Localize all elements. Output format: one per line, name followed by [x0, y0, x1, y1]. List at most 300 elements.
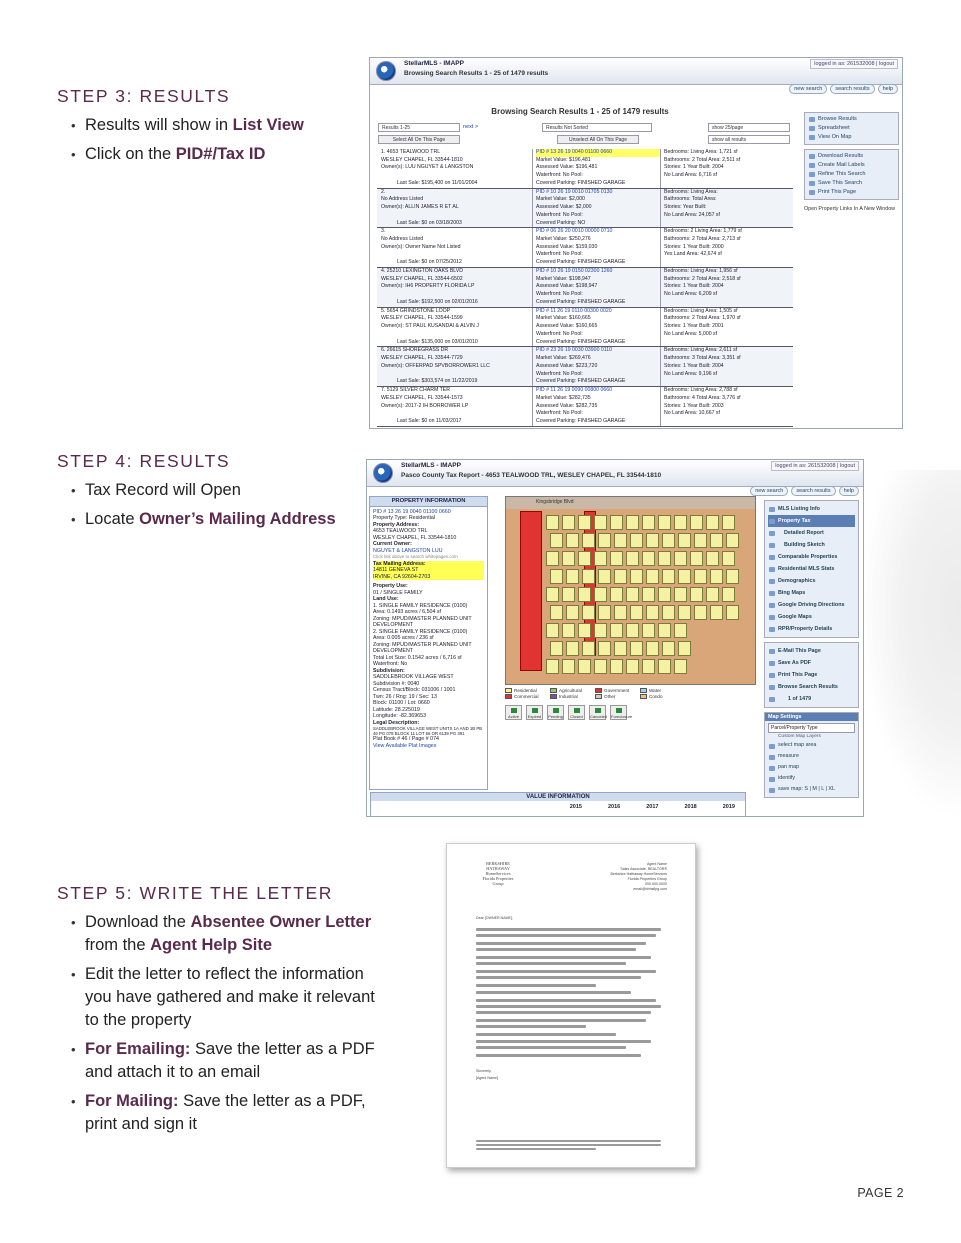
absentee-owner-letter-preview [446, 843, 696, 1168]
parcel-lot [690, 551, 703, 566]
page-number: PAGE 2 [857, 1186, 904, 1200]
text-line [476, 962, 626, 965]
spreadsheet-link[interactable]: Spreadsheet [808, 124, 895, 133]
parcel-lot [550, 533, 563, 548]
row-text: Owner(s): 2017-2 IH BORROWER LP [381, 402, 469, 409]
footer-line [476, 1144, 661, 1146]
parcel-lot [722, 515, 735, 530]
map-settings-header[interactable]: Map Settings [765, 713, 858, 721]
row-pid [532, 149, 660, 188]
zoning: Zoning: MPUD/MASTER PLANNED UNIT DEVELOPMENT [373, 615, 472, 628]
parcel-lot [646, 641, 659, 656]
parcel-lot [658, 551, 671, 566]
legend-label: Other [604, 694, 616, 699]
parcel-lot [710, 533, 723, 548]
legend-swatch [550, 688, 557, 693]
legend-swatch [505, 688, 512, 693]
sidebar-link[interactable]: MLS Listing Info [768, 503, 855, 515]
sidebar-link[interactable]: Google Maps [768, 611, 855, 623]
parcel-lot [546, 623, 559, 638]
parcel-lot [562, 551, 575, 566]
custom-layers-select[interactable]: Custom Map Layers [778, 734, 821, 739]
legend-item [550, 694, 578, 699]
row-text: Waterfront: No Pool: [536, 370, 583, 377]
row-text: Waterfront: No Pool: [536, 172, 583, 179]
status-filter-2[interactable]: Pending [547, 705, 564, 720]
year-column: 2015 [569, 804, 582, 810]
parcel-lot [674, 659, 687, 674]
login-status[interactable]: logged in as: 261532008 | logout [810, 59, 898, 69]
latitude: Latitude: 28.225019 [373, 706, 420, 713]
globe-logo-icon [373, 463, 393, 483]
row-text: Owner(s): ALLIN JAMES R ET AL [381, 204, 459, 211]
select-all-button[interactable]: Select All On This Page [378, 135, 460, 144]
mailing-address-line: IRVINE, CA 92604-2703 [373, 574, 484, 581]
parcel-lot [598, 569, 611, 584]
agent-block [597, 862, 667, 892]
agent-line: 000.000.0000 [645, 882, 667, 886]
app-title: StellarMLS - IMAPP [401, 462, 461, 469]
property-type: Property Type: Residential [373, 515, 436, 521]
table-row[interactable] [377, 387, 793, 427]
row-text: WESLEY CHAPEL, FL 33544-1573 [381, 394, 463, 401]
bullet-highlight: Agent Help Site [150, 936, 273, 954]
table-row[interactable] [377, 347, 793, 387]
text-line [476, 1011, 651, 1014]
legend-label: Commercial [514, 694, 539, 699]
census-tract: Census Tract/Block: 031006 / 1001 [373, 687, 456, 693]
legend-item [595, 688, 629, 693]
text-line [476, 942, 646, 945]
parcel-lot [578, 659, 591, 674]
parcel-lot [546, 659, 559, 674]
bullet-highlight: Absentee Owner Letter [190, 913, 372, 931]
parcel-lot [614, 533, 627, 548]
page-size-select[interactable]: show 25/page [708, 123, 790, 132]
mailing-address-line: 14811 GENEVA ST [373, 567, 484, 574]
parcel-lot [630, 605, 643, 620]
footer-line [476, 1140, 661, 1142]
new-search-button[interactable]: new search [750, 486, 788, 496]
parcel-lot [722, 551, 735, 566]
range-select[interactable]: Results 1-25 [378, 123, 460, 132]
parcel-lot [566, 569, 579, 584]
text-line [476, 948, 636, 951]
row-text: Yes Land Area: 42,674 sf [664, 251, 722, 258]
app-header [370, 58, 902, 85]
parcel-lot [706, 515, 719, 530]
row-text: Waterfront: No Pool: [536, 211, 583, 218]
text-line [476, 991, 631, 994]
road-label: Kingsbridge Blvd [536, 499, 574, 505]
results-screenshot [369, 57, 903, 429]
sidebar-link[interactable]: 1 of 1479 [768, 693, 855, 705]
bullet-highlight: For Mailing: [85, 1092, 179, 1110]
unselect-all-button[interactable]: Unselect All On This Page [557, 135, 639, 144]
row-text: Market Value: $198,947 [536, 275, 591, 282]
sidebar-link[interactable]: Property Tax [768, 515, 855, 527]
status-filter-5[interactable]: Foreclosure [610, 705, 627, 720]
parcel-lot [550, 641, 563, 656]
sidebar-link[interactable]: Demographics [768, 575, 855, 587]
legend-label: Condo [649, 694, 663, 699]
parcel-lot [658, 623, 671, 638]
pid-link[interactable]: PID # 11 26 19 0110 00300 0020 [536, 307, 612, 314]
bullet-text: from the [85, 936, 151, 954]
row-text: No Land Area: 10,667 sf [664, 410, 720, 417]
parcel-lot [562, 623, 575, 638]
row-text: Stories: 1 Year Built: 2000 [664, 243, 724, 250]
row-address [377, 308, 532, 347]
letter-closing: Sincerely, [476, 1069, 492, 1073]
parcel-lot [646, 533, 659, 548]
row-details [660, 308, 793, 347]
parcel-lot [690, 587, 703, 602]
parcel-lot [562, 515, 575, 530]
step3-bullets [71, 114, 391, 172]
sidebar-link[interactable]: E-Mail This Page [768, 645, 855, 657]
parcel-lot [578, 551, 591, 566]
property-info-panel [369, 496, 488, 790]
map-tool[interactable]: select map area [768, 740, 855, 751]
text-line [476, 976, 641, 979]
agent-line: Berkshire Hathaway HomeServices [610, 872, 667, 876]
row-text: Covered Parking: FINISHED GARAGE [536, 417, 626, 424]
row-details [660, 189, 793, 228]
new-search-button[interactable]: new search [789, 84, 827, 94]
parcel-lot [630, 533, 643, 548]
agent-line: Florida Properties Group [627, 877, 667, 881]
use-label: Property Use: [373, 583, 408, 589]
pid-link[interactable]: PID # 10 26 19 0010 01705 0130 [536, 188, 613, 195]
table-row[interactable] [377, 268, 793, 308]
row-text: Covered Parking: NO [536, 219, 586, 226]
parcel-lot [674, 551, 687, 566]
table-row[interactable] [377, 189, 793, 229]
sidebar-link[interactable]: Comparable Properties [768, 551, 855, 563]
status-filter-4[interactable]: Canceled [589, 705, 606, 720]
row-text: Bedrooms: Living Area: 2,611 sf [664, 347, 738, 354]
parcel-lot [598, 605, 611, 620]
last-sale: Last Sale: $303,574 on 11/22/2019 [397, 378, 478, 385]
pid-link[interactable]: PID # 11 26 19 0090 00800 0660 [536, 387, 613, 394]
browse-group [804, 112, 899, 145]
subdivision-number: Subdivision #: 0040 [373, 680, 420, 687]
row-text: Market Value: $2,000 [536, 196, 585, 203]
pid-link[interactable]: PID # 06 26 20 0010 00000 0710 [536, 228, 613, 235]
help-button[interactable]: help [878, 84, 898, 94]
parcel-lot [578, 515, 591, 530]
step5-bullets [71, 911, 391, 1142]
row-text: Stories: Year Built: [664, 204, 707, 211]
parcel-lot [626, 587, 639, 602]
legend-item [595, 694, 616, 699]
address-label: Property Address: [373, 521, 420, 528]
plat-images-link[interactable]: View Available Plat Images [373, 742, 437, 749]
row-text: 3. [381, 228, 386, 235]
address-line: WESLEY CHAPEL, FL 33544-1810 [373, 534, 457, 541]
parcel-lot [598, 641, 611, 656]
help-button[interactable]: help [839, 486, 859, 496]
row-text: Assessed Value: $2,000 [536, 204, 592, 211]
sidebar-link[interactable]: RPR/Property Details [768, 623, 855, 635]
browse-results-link[interactable]: Browse Results [808, 115, 895, 124]
legal-label: Legal Description: [373, 719, 420, 726]
agent-line: Agent Name [647, 862, 667, 866]
lot-size: Total Lot Size: 0.1542 acres / 6,716 sf [373, 654, 462, 661]
search-results-button[interactable]: search results [791, 486, 835, 496]
tax-record-sidebar [764, 500, 859, 802]
row-text: 2. [381, 188, 386, 195]
login-status[interactable]: logged in as: 261532008 | logout [771, 461, 859, 471]
row-text: 5. 5654 GRINDSTONE LOOP [381, 307, 451, 314]
parcel-lot [694, 605, 707, 620]
parcel-lot [598, 533, 611, 548]
parcel-lot [582, 605, 595, 620]
parcel-map[interactable] [505, 496, 756, 685]
row-text: No Address Listed [381, 196, 424, 203]
parcel-lot [594, 659, 607, 674]
parcel-lot [562, 587, 575, 602]
status-filter-3[interactable]: Closed [568, 705, 585, 720]
pid-link[interactable]: PID # 13 26 19 0040 01100 0660 [536, 149, 660, 157]
address-line: 4653 TEALWOOD TRL [373, 528, 428, 534]
row-text: Assessed Value: $159,030 [536, 243, 598, 250]
legend-swatch [595, 688, 602, 693]
row-text: WESLEY CHAPEL, FL 33544-7729 [381, 355, 463, 362]
row-text: Market Value: $250,276 [536, 236, 591, 243]
parcel-lot [550, 605, 563, 620]
row-text: WESLEY CHAPEL, FL 33544-1599 [381, 315, 463, 322]
text-line [476, 928, 661, 931]
parcel-lot [550, 569, 563, 584]
row-text: Stories: 1 Year Built: 2003 [664, 402, 724, 409]
step4-bullet-2 [71, 508, 391, 531]
parcel-lot [610, 587, 623, 602]
sort-select[interactable]: Results Not Sorted [542, 123, 652, 132]
globe-logo-icon [376, 61, 396, 81]
create-mail-labels-link[interactable]: Create Mail Labels [808, 161, 895, 170]
parcel-lot [610, 659, 623, 674]
print-page-link[interactable]: Print This Page [808, 188, 895, 197]
parcel-lot [582, 569, 595, 584]
row-text: Bathrooms: 3 Total Area: 3,351 sf [664, 355, 741, 362]
sidebar-link[interactable]: Browse Search Results [768, 681, 855, 693]
step4-title: STEP 4: RESULTS [57, 451, 231, 471]
step5-bullet-2 [71, 963, 391, 1032]
parcel-lot [594, 587, 607, 602]
results-title: Browsing Search Results 1 - 25 of 1479 results [491, 107, 669, 116]
row-text: No Land Area: 9,196 sf [664, 370, 718, 377]
download-results-link[interactable]: Download Results [808, 152, 895, 161]
parcel-lot [662, 533, 675, 548]
parcel-lot [706, 551, 719, 566]
last-sale: Last Sale: $0 on 03/18/2003 [397, 219, 462, 226]
status-filters [505, 705, 633, 720]
parcel-lot [658, 515, 671, 530]
row-details [660, 347, 793, 386]
row-text: Owner(s): Owner Name Not Listed [381, 243, 461, 250]
row-address [377, 149, 532, 188]
pid-link[interactable]: PID # 23 26 19 0030 03900 0110 [536, 347, 613, 354]
parcel-lot [674, 623, 687, 638]
text-line [476, 956, 651, 959]
sidebar-link[interactable]: Residential MLS Stats [768, 563, 855, 575]
row-address [377, 268, 532, 307]
letter-greeting: Dear [OWNER NAME], [476, 916, 513, 920]
row-pid [532, 268, 660, 307]
row-text: Bathrooms: 2 Total Area: 2,511 sf [664, 156, 741, 163]
next-link[interactable]: next > [463, 124, 479, 130]
row-text: Bathrooms: 2 Total Area: 1,970 sf [664, 315, 741, 322]
parcel-lot [678, 605, 691, 620]
toolbar [789, 84, 898, 94]
table-row[interactable] [377, 228, 793, 268]
export-group [764, 642, 859, 708]
row-text: Bedrooms: Living Area: [664, 188, 718, 195]
subdivision-label: Subdivision: [373, 667, 405, 674]
row-text: Covered Parking: FINISHED GARAGE [536, 298, 626, 305]
sidebar-link[interactable]: Print This Page [768, 669, 855, 681]
sidebar-link[interactable]: Bing Maps [768, 587, 855, 599]
block-lot: Block: 01100 / Lot: 0660 [373, 700, 430, 706]
last-sale: Last Sale: $195,400 on 11/01/2004 [397, 179, 478, 186]
parcel-lot [726, 605, 739, 620]
last-sale: Last Sale: $0 on 07/25/2012 [397, 259, 462, 266]
row-text: 6. 26615 SHOREGRASS DR [381, 347, 449, 354]
legend-item [640, 688, 661, 693]
legend-swatch [640, 694, 647, 699]
use-value: 01 / SINGLE FAMILY [373, 589, 423, 596]
parcel-lot [662, 605, 675, 620]
map-tool[interactable]: measure [768, 751, 855, 762]
step5-bullet-4 [71, 1090, 391, 1136]
parcel-type-select[interactable]: Parcel/Property Type [768, 723, 855, 733]
row-text: Market Value: $160,665 [536, 315, 591, 322]
row-text: Waterfront: No Pool: [536, 410, 583, 417]
text-line [476, 1025, 586, 1028]
parcel-lot [706, 587, 719, 602]
row-text: Stories: 1 Year Built: 2004 [664, 164, 724, 171]
row-text: Assessed Value: $196,481 [536, 164, 598, 171]
parcel-lot [566, 605, 579, 620]
row-text: Bedrooms: Living Area: 1,721 sf [664, 149, 738, 155]
map-tool[interactable]: save map: S | M | L | XL [768, 784, 855, 795]
text-line [476, 1033, 616, 1036]
parcel-lot [646, 605, 659, 620]
legend-swatch [595, 694, 602, 699]
text-line [476, 1040, 651, 1043]
status-filter-0[interactable]: Active [505, 705, 522, 720]
sidebar-link[interactable]: Google Driving Directions [768, 599, 855, 611]
land-use: 2. SINGLE FAMILY RESIDENCE (0100) [373, 628, 468, 635]
status-filter-1[interactable]: Expired [526, 705, 543, 720]
row-text: 4. 25210 LEXINGTON OAKS BLVD [381, 268, 463, 275]
results-sidebar [804, 112, 899, 213]
step3-title: STEP 3: RESULTS [57, 86, 231, 106]
search-results-button[interactable]: search results [830, 84, 874, 94]
row-text: Covered Parking: FINISHED GARAGE [536, 259, 626, 266]
parcel-lot [614, 605, 627, 620]
app-title: StellarMLS - IMAPP [404, 60, 464, 67]
pid-value[interactable]: PID # 13 26 19 0040 01100 0660 [373, 508, 451, 515]
row-details [660, 149, 793, 188]
row-text: Assessed Value: $282,735 [536, 402, 598, 409]
row-address [377, 387, 532, 426]
parcel-lot [626, 623, 639, 638]
row-details [660, 228, 793, 267]
show-all-select[interactable]: show all results [708, 135, 790, 144]
row-text: WESLEY CHAPEL, FL 33544-6502 [381, 275, 463, 282]
land-label: Land Use: [373, 596, 399, 602]
bullet-text: Tax Record will Open [85, 481, 241, 499]
row-text: Bathrooms: 2 Total Area: 2,518 sf [664, 275, 741, 282]
sidebar-link[interactable]: Detailed Report [768, 527, 855, 539]
row-text: 7. 5129 SILVER CHARM TER [381, 387, 450, 394]
land-use: 1. SINGLE FAMILY RESIDENCE (0100) [373, 602, 468, 609]
parcel-lot [694, 569, 707, 584]
pid-link[interactable]: PID # 10 26 19 0150 02300 1260 [536, 268, 613, 275]
results-list [377, 149, 793, 427]
parcel-lot [614, 641, 627, 656]
refine-search-link[interactable]: Refine This Search [808, 170, 895, 179]
save-search-link[interactable]: Save This Search [808, 179, 895, 188]
parcel-lot [678, 569, 691, 584]
links-group [764, 500, 859, 638]
map-tool[interactable]: identify [768, 773, 855, 784]
bullet-highlight: PID#/Tax ID [175, 145, 266, 163]
parcel-lot [642, 551, 655, 566]
open-links-checkbox[interactable]: Open Property Links In A New Window [804, 206, 895, 212]
text-line [476, 1046, 626, 1049]
zoning: Zoning: MPUD/MASTER PLANNED UNIT DEVELOPMENT [373, 641, 472, 654]
row-text: Owner(s): LUU NGUYET & LANGSTON [381, 164, 474, 171]
parcel-lot [626, 659, 639, 674]
row-text: Bathrooms: Total Area: [664, 196, 717, 203]
parcel-lot [658, 659, 671, 674]
brand-logo: BERKSHIRE HATHAWAY HomeServices Florida Properties Group [482, 861, 514, 886]
sidebar-link[interactable]: Save As PDF [768, 657, 855, 669]
owner-label: Current Owner: [373, 541, 412, 547]
map-tool[interactable]: pan map [768, 762, 855, 773]
view-on-map-link[interactable]: View On Map [808, 133, 895, 142]
sidebar-link[interactable]: Building Sketch [768, 539, 855, 551]
row-text: Bathrooms: 4 Total Area: 3,776 sf [664, 394, 741, 401]
letter-signature: [Agent Name] [476, 1076, 498, 1080]
parcel-lot [710, 569, 723, 584]
parcel-lot [566, 641, 579, 656]
land-area: Area: 0.1493 acres / 6,504 sf [373, 609, 442, 615]
mailing-address-label: Tax Mailing Address: [373, 561, 484, 568]
background-globe [859, 470, 961, 820]
parcel-lot [578, 587, 591, 602]
parcel-lot [642, 587, 655, 602]
text-line [476, 984, 596, 987]
parcel-lot [626, 515, 639, 530]
parcel-lot [674, 515, 687, 530]
row-text: 1. 4653 TEALWOOD TRL [381, 149, 441, 155]
commercial-parcel [520, 511, 542, 671]
parcel-lot [726, 533, 739, 548]
row-details [660, 268, 793, 307]
legend-swatch [550, 694, 557, 699]
parcel-lot [594, 515, 607, 530]
table-row[interactable] [377, 308, 793, 348]
table-row[interactable] [377, 149, 793, 189]
row-text: WESLEY CHAPEL, FL 33544-1810 [381, 156, 463, 163]
owner-link[interactable]: NGUYET & LANGSTON LUU [373, 547, 443, 554]
bullet-text: Locate [85, 510, 140, 528]
